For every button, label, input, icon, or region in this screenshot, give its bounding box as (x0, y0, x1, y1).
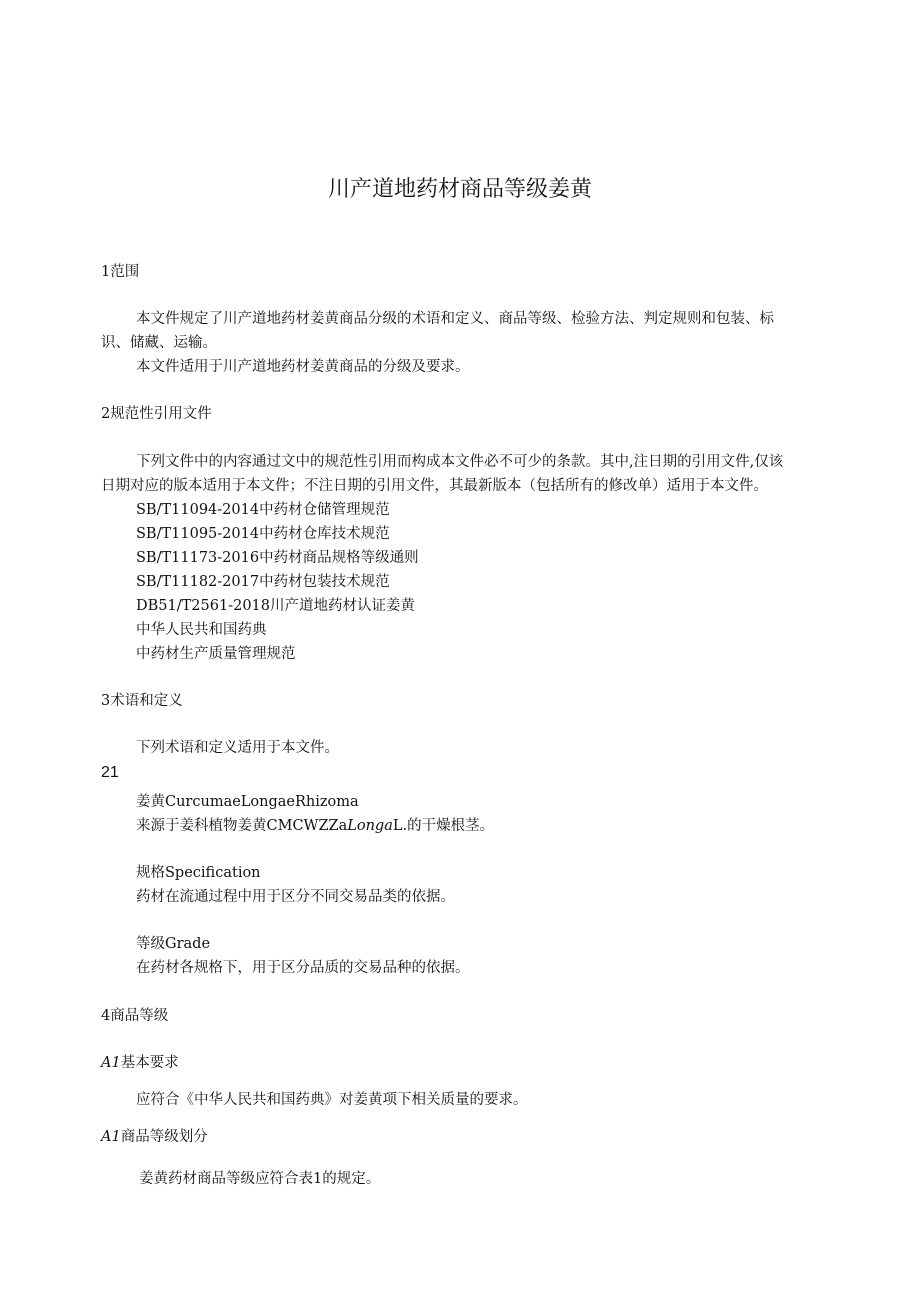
subsection-4-2-label: 商品等级划分 (120, 1129, 208, 1145)
subsection-4-2-text: 姜黄药材商品等级应符合表1的规定。 (139, 1171, 381, 1187)
section-1-paragraph-line-1: 本文件规定了川产道地药材姜黄商品分级的术语和定义、商品等级、检验方法、判定规则和包装、标 (136, 311, 774, 327)
clause-number: 21 (101, 764, 119, 781)
subsection-4-1-text: 应符合《中华人民共和国药典》对姜黄项下相关质量的要求。 (136, 1092, 528, 1108)
term-3-definition: 在药材各规格下，用于区分品质的交易品种的依据。 (136, 960, 470, 976)
section-1-paragraph-line-2: 识、储藏、运输。 (101, 335, 217, 351)
subsection-4-2-heading (101, 1127, 208, 1147)
section-2-paragraph-line-1: 下列文件中的内容通过文中的规范性引用而构成本文件必不可少的条款。其中,注日期的引用文件,仅该 (136, 454, 784, 470)
term-1-def-part-c: Longa (347, 818, 393, 834)
section-3-heading: 3术语和定义 (101, 693, 183, 709)
section-2-heading: 2规范性引用文件 (101, 406, 212, 422)
reference-item: SB/T11182-2017中药材包装技术规范 (136, 574, 390, 590)
subsection-4-1-label: 基本要求 (120, 1055, 179, 1071)
term-3-name: 等级Grade (136, 936, 211, 952)
subsection-4-1-heading (101, 1053, 179, 1073)
term-1-def-part-a: 来源于姜科植物姜黄 (136, 818, 267, 834)
section-1-paragraph-2: 本文件适用于川产道地药材姜黄商品的分级及要求。 (136, 359, 470, 375)
section-1-heading: 1范围 (101, 264, 140, 280)
term-1-def-part-b: CMCWZZa (266, 818, 348, 834)
document-title: 川产道地药材商品等级姜黄 (327, 177, 592, 202)
reference-item: DB51/T2561-2018川产道地药材认证姜黄 (136, 598, 415, 614)
reference-item: SB/T11094-2014中药材仓储管理规范 (136, 502, 390, 518)
section-3-intro: 下列术语和定义适用于本文件。 (136, 740, 339, 756)
subsection-4-1-number: A1 (101, 1055, 121, 1071)
reference-item: 中华人民共和国药典 (136, 622, 267, 638)
reference-item: SB/T11095-2014中药材仓库技术规范 (136, 526, 390, 542)
section-2-paragraph-line-2: 日期对应的版本适用于本文件；不注日期的引用文件，其最新版本（包括所有的修改单）适用于本文件。 (101, 478, 768, 494)
term-1-definition (136, 816, 494, 836)
subsection-4-2-number: A1 (101, 1129, 121, 1145)
reference-item: 中药材生产质量管理规范 (136, 646, 296, 662)
reference-item: SB/T11173-2016中药材商品规格等级通则 (136, 550, 419, 566)
term-2-name: 规格Specification (136, 865, 261, 881)
section-4-heading: 4商品等级 (101, 1008, 169, 1024)
term-1-def-part-d: L.的干燥根茎。 (392, 818, 495, 834)
term-1-name: 姜黄CurcumaeLongaeRhizoma (136, 794, 359, 810)
term-2-definition: 药材在流通过程中用于区分不同交易品类的依据。 (136, 889, 455, 905)
